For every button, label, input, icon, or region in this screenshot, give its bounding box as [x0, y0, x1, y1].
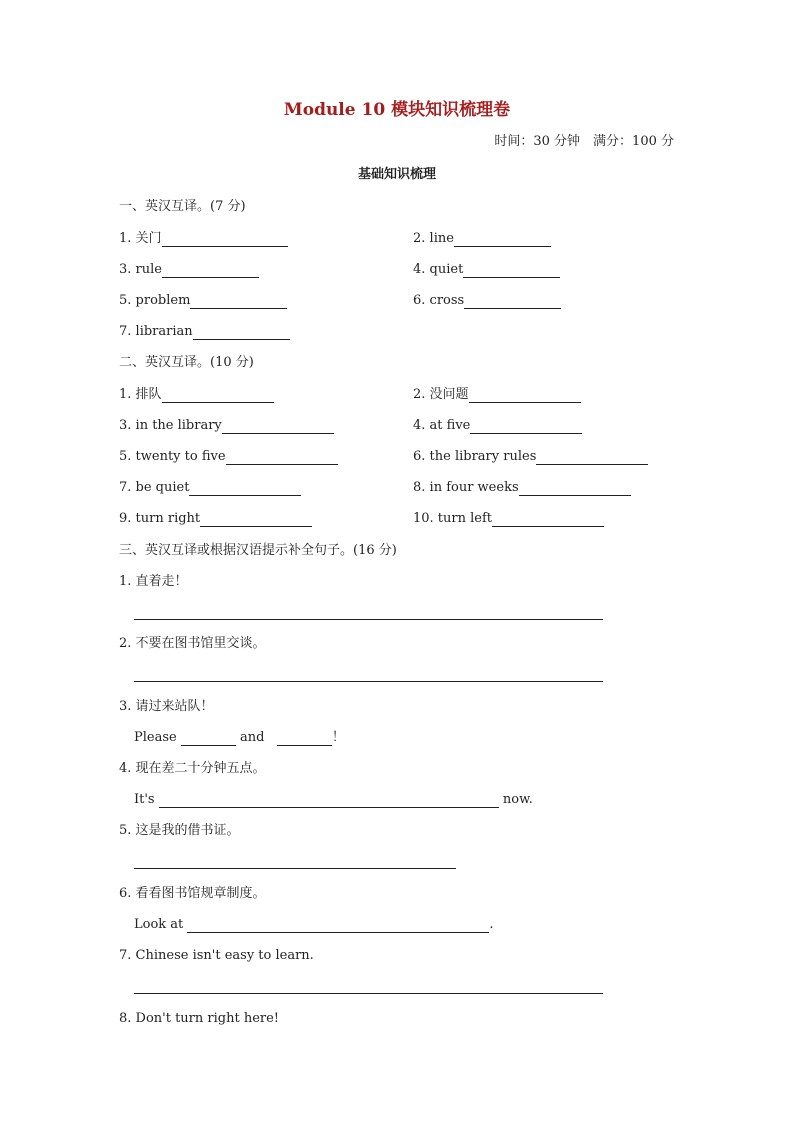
s3-q3: 3. 请过来站队！ [119, 699, 214, 714]
s2-item-1-blank[interactable] [162, 390, 274, 403]
s1-item-4-blank[interactable] [463, 265, 560, 278]
s2-item-2-blank[interactable] [469, 390, 581, 403]
s2-item-4-label: 4. at five [413, 418, 471, 433]
s3-q4: 4. 现在差二十分钟五点。 [119, 761, 266, 776]
s2-item-9-blank[interactable] [200, 514, 312, 527]
s2-item-7 [119, 480, 301, 496]
s2-item-2-label: 2. 没问题 [413, 387, 469, 402]
s3-q4-word-its: It's [134, 792, 155, 807]
s2-item-3 [119, 418, 334, 434]
s1-item-6-blank[interactable] [464, 296, 561, 309]
section-subtitle: 基础知识梳理 [357, 167, 436, 182]
s1-item-3-blank[interactable] [162, 265, 259, 278]
s2-item-9-label: 9. turn right [119, 511, 201, 526]
s2-item-7-blank[interactable] [189, 483, 301, 496]
s1-item-1 [119, 231, 288, 247]
s3-q6: 6. 看看图书馆规章制度。 [119, 886, 266, 901]
section2-heading: 二、英汉互译。(10 分) [119, 355, 254, 370]
s3-q3-fill [134, 730, 345, 746]
s3-q4-blank[interactable] [159, 795, 499, 808]
s1-item-6 [413, 293, 561, 309]
s1-item-3-label: 3. rule [119, 262, 162, 277]
s3-q1-answer-line[interactable] [134, 619, 603, 620]
s1-item-2 [413, 231, 551, 247]
s3-q5-answer-line[interactable] [134, 868, 456, 869]
s1-item-7-blank[interactable] [193, 327, 290, 340]
section1-heading: 一、英汉互译。(7 分) [119, 199, 246, 214]
s2-item-5 [119, 449, 338, 465]
s2-item-5-label: 5. twenty to five [119, 449, 226, 464]
s3-q2: 2. 不要在图书馆里交谈。 [119, 636, 266, 651]
s2-item-10-label: 10. turn left [413, 511, 493, 526]
s2-item-8 [413, 480, 631, 496]
s3-q5: 5. 这是我的借书证。 [119, 823, 240, 838]
s2-item-3-blank[interactable] [222, 421, 334, 434]
s2-item-1-label: 1. 排队 [119, 387, 162, 402]
exam-meta: 时间：30 分钟 满分：100 分 [494, 134, 674, 149]
s3-q2-answer-line[interactable] [134, 681, 603, 682]
s3-q6-blank[interactable] [187, 920, 489, 933]
s3-q7-answer-line[interactable] [134, 993, 603, 994]
s2-item-5-blank[interactable] [226, 452, 338, 465]
s2-item-10 [413, 511, 604, 527]
page-title: Module 10 模块知识梳理卷 [283, 100, 511, 120]
s1-item-1-blank[interactable] [162, 234, 288, 247]
s3-q4-word-now: now. [502, 792, 533, 807]
s3-q3-exclaim: ！ [331, 730, 345, 745]
section3-heading: 三、英汉互译或根据汉语提示补全句子。(16 分) [119, 543, 397, 558]
s2-item-10-blank[interactable] [492, 514, 604, 527]
s3-q8: 8. Don't turn right here! [119, 1011, 280, 1026]
s1-item-4 [413, 262, 560, 278]
s2-item-3-label: 3. in the library [119, 418, 222, 433]
s1-item-6-label: 6. cross [413, 293, 465, 308]
s2-item-6-label: 6. the library rules [413, 449, 537, 464]
s1-item-1-label: 1. 关门 [119, 231, 162, 246]
s1-item-4-label: 4. quiet [413, 262, 464, 277]
s3-q6-period: . [489, 917, 494, 932]
s1-item-2-blank[interactable] [454, 234, 551, 247]
s1-item-2-label: 2. line [413, 231, 454, 246]
s2-item-6 [413, 449, 648, 465]
s2-item-4 [413, 418, 582, 434]
s3-q3-blank-1[interactable] [181, 733, 236, 746]
s1-item-7 [119, 324, 290, 340]
s3-q6-fill [134, 917, 494, 933]
s2-item-2 [413, 387, 581, 403]
s1-item-3 [119, 262, 259, 278]
s2-item-1 [119, 387, 274, 403]
s1-item-5-label: 5. problem [119, 293, 191, 308]
s2-item-6-blank[interactable] [536, 452, 648, 465]
s2-item-4-blank[interactable] [470, 421, 582, 434]
s3-q6-word-look-at: Look at [134, 917, 184, 932]
s3-q3-blank-2[interactable] [277, 733, 332, 746]
s2-item-9 [119, 511, 312, 527]
s3-q3-word-please: Please [134, 730, 177, 745]
s1-item-5 [119, 293, 287, 309]
s1-item-7-label: 7. librarian [119, 324, 193, 339]
s3-q7: 7. Chinese isn't easy to learn. [119, 948, 314, 963]
s1-item-5-blank[interactable] [190, 296, 287, 309]
s3-q4-fill [134, 792, 533, 808]
s3-q1: 1. 直着走！ [119, 574, 188, 589]
s3-q3-word-and: and [240, 730, 265, 745]
s2-item-8-label: 8. in four weeks [413, 480, 519, 495]
s2-item-7-label: 7. be quiet [119, 480, 190, 495]
s2-item-8-blank[interactable] [519, 483, 631, 496]
